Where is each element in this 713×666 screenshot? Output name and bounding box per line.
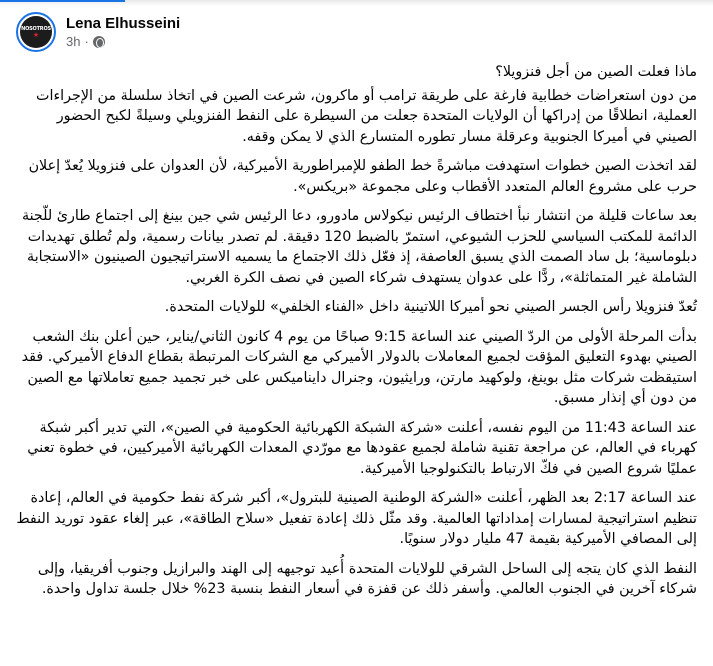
- avatar[interactable]: [16, 12, 56, 52]
- timestamp[interactable]: 3h: [66, 34, 81, 49]
- globe-icon[interactable]: [93, 36, 105, 48]
- post-paragraph: عند الساعة 11:43 من اليوم نفسه، أعلنت «شركة الشبكة الكهربائية الحكومية في الصين»، التي تدير أكبر شبكة كهرباء في العالم، عن مراجعة تقنية شاملة لجميع عقودها مع مورّدي المعدات الكهربائية الأميركيين، في خطوة تعني عمليًا شروع الصين في فكّ الارتباط بالتكنولوجيا الأميركية.: [27, 419, 697, 477]
- post-paragraph: عند الساعة 2:17 بعد الظهر، أعلنت «الشركة الوطنية الصينية للبترول»، أكبر شركة نفط حكومية في العالم، إعادة تنظيم استراتيجية لمسارات إمداداتها العالمية. وقد مثّل ذلك إعادة تفعيل «سلاح الطاقة»، عبر إلغاء عقود توريد النفط إلى المصافي الأميركية بقيمة 47 مليار دولار سنويًا.: [16, 490, 697, 547]
- post-paragraph: من دون استعراضات خطابية فارغة على طريقة ترامب أو ماكرون، شرعت الصين في اتخاذ سلسلة من الإجراءات العملية، انطلاقًا من إدراكها أن الولايات المتحدة جعلت من السيطرة على النفط الفنزويلي وسيلةً لكبح الحضور الصيني في أميركا الجنوبية وعرقلة مسار تطوره المتسارع الذي لا يمكن وقفه.: [36, 87, 697, 145]
- post-body: [14, 62, 697, 609]
- post-subline: [66, 33, 180, 50]
- post-paragraph: تُعدّ فنزويلا رأس الجسر الصيني نحو أميركا اللاتينية داخل «الفناء الخلفي» للولايات المتحدة.: [164, 299, 697, 315]
- post-paragraph: بعد ساعات قليلة من انتشار نبأ اختطاف الرئيس نيكولاس مادورو، دعا الرئيس شي جين بينغ إلى اجتماع طارئ للّجنة الدائمة للمكتب السياسي للحزب الشيوعي، استمرّ بالضبط 120 دقيقة. لم تصدر بيانات رسمية، ولم تُطلق تهديدات دبلوماسية؛ بل ساد الصمت الذي يسبق العاصفة، إذ فعّل ذلك الاجتماع ما يسميه الاستراتيجيون الصينيون «الاستجابة الشاملة غير المتماثلة»، ردًّا على عدوان يستهدف شركاء الصين في نصف الكرة الغربي.: [21, 208, 697, 286]
- top-shadow-bar: [0, 0, 713, 6]
- post-header: [16, 12, 180, 52]
- post-paragraph: النفط الذي كان يتجه إلى الساحل الشرقي للولايات المتحدة أُعيد توجيهه إلى الهند والبرازيل وجنوب أفريقيا، وإلى شركاء آخرين في الجنوب العالمي. وأسفر ذلك عن قفزة في أسعار النفط بنسبة 23% خلال جلسة تداول واحدة.: [37, 560, 697, 597]
- post-paragraph: لقد اتخذت الصين خطوات استهدفت مباشرةً خط الطفو للإمبراطورية الأميركية، لأن العدوان على فنزويلا يُعدّ إعلان حرب على مشروع العالم المتعدد الأقطاب وعلى مجموعة «بريكس».: [28, 158, 697, 195]
- avatar-image: [20, 16, 52, 48]
- avatar-label: NOSOTROS: [21, 25, 51, 32]
- post-paragraph-title: ماذا فعلت الصين من أجل فنزويلا؟: [495, 64, 697, 80]
- author-name[interactable]: Lena Elhusseini: [66, 15, 181, 32]
- separator-dot: ·: [84, 34, 89, 49]
- star-icon: ★: [32, 30, 40, 39]
- loading-progress-bar: [0, 0, 125, 2]
- post-meta: [66, 14, 180, 50]
- post-paragraph: بدأت المرحلة الأولى من الردّ الصيني عند الساعة 9:15 صباحًا من يوم 4 كانون الثاني/يناير، حين أعلن بنك الشعب الصيني بهدوء التعليق المؤقت لجميع المعاملات بالدولار الأميركي مع الشركات المرتبطة بقطاع الدفاع الأميركي. فقد استيقظت شركات مثل بوينغ، ولوكهيد مارتن، ورايثيون، وجنرال دايناميكس على خبر تجميد جميع تعاملاتها مع الصين من دون أي إنذار مسبق.: [21, 328, 697, 406]
